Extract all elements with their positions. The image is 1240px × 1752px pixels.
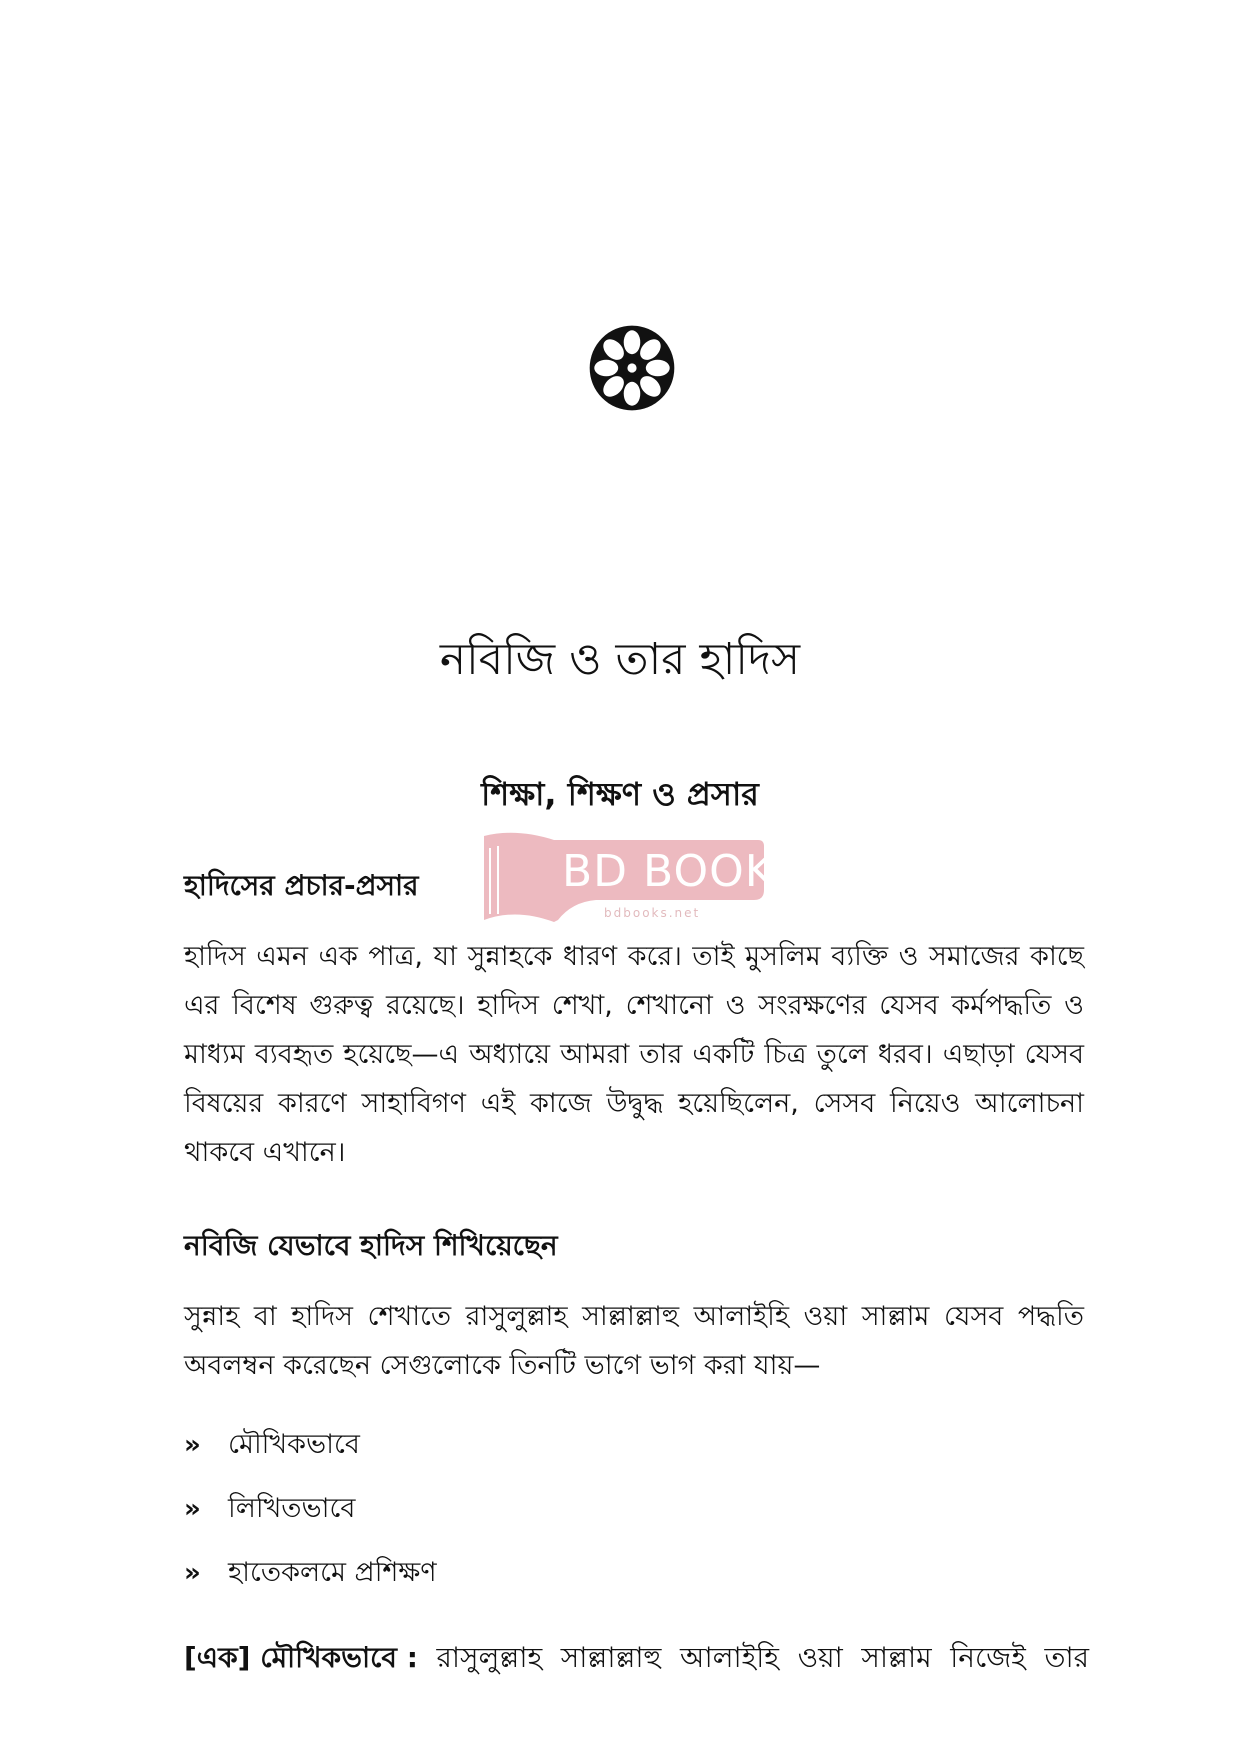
- list-item-text: লিখিতভাবে: [228, 1493, 356, 1524]
- list-item-text: মৌখিকভাবে: [228, 1429, 360, 1460]
- list-item: [184, 1553, 437, 1617]
- word: আলাইহি: [680, 1641, 779, 1674]
- chapter-title: নবিজি ও তার হাদিস: [439, 634, 801, 685]
- word: ওয়া: [797, 1641, 843, 1674]
- heading-hadith-propagation: হাদিসের প্রচার-প্রসার: [184, 869, 419, 902]
- bullet-marker: »: [184, 1494, 201, 1524]
- bullet-marker: »: [184, 1558, 201, 1588]
- paragraph-hadith-propagation: হাদিস এমন এক পাত্র, যা সুন্নাহকে ধারণ করে। তাই মুসলিম ব্যক্তি ও সমাজের কাছে এর বিশেষ গুরুত্ব রয়েছে। হাদিস শেখা, শেখানো ও সংরক্ষণের যেসব কর্মপদ্ধতি ও মাধ্যম ব্যবহৃত হয়েছে—এ অধ্যায়ে আমরা তার একটি চিত্র তুলে ধরব। এছাড়া যেসব বিষয়ের কারণে সাহাবিগণ এই কাজে উদ্বুদ্ধ হয়েছিলেন, সেসব নিয়েও আলোচনা থাকবে এখানে।: [184, 941, 1084, 1168]
- watermark: [476, 828, 804, 928]
- bullet-marker: »: [184, 1430, 201, 1460]
- paragraph-oral-method: [184, 1636, 1089, 1680]
- paragraph-prophet-teaching: সুন্নাহ বা হাদিস শেখাতে রাসুলুল্লাহ সাল্লাল্লাহু আলাইহি ওয়া সাল্লাম যেসব পদ্ধতি অবলম্বন করেছেন সেগুলোকে তিনটি ভাগে ভাগ করা যায়—: [184, 1301, 1084, 1381]
- watermark-brand: BD BOOKS: [562, 846, 804, 897]
- list-item-text: হাতেকলমে প্রশিক্ষণ: [228, 1557, 437, 1588]
- heading-prophet-teaching: নবিজি যেভাবে হাদিস শিখিয়েছেন: [184, 1229, 558, 1262]
- section-title: শিক্ষা, শিক্ষণ ও প্রসার: [481, 775, 759, 813]
- list-item: [184, 1489, 437, 1553]
- word: রাসুলুল্লাহ: [436, 1641, 543, 1674]
- word: সাল্লাল্লাহু: [560, 1641, 662, 1674]
- word: সাল্লাম: [861, 1641, 932, 1674]
- oral-method-lead: [এক] মৌখিকভাবে :: [184, 1641, 418, 1674]
- word: নিজেই: [950, 1641, 1026, 1674]
- watermark-url: bdbooks.net: [604, 906, 701, 920]
- word: তার: [1044, 1641, 1089, 1674]
- flower-ornament-icon: [586, 322, 678, 414]
- list-item: [184, 1425, 437, 1489]
- method-list: [184, 1425, 437, 1617]
